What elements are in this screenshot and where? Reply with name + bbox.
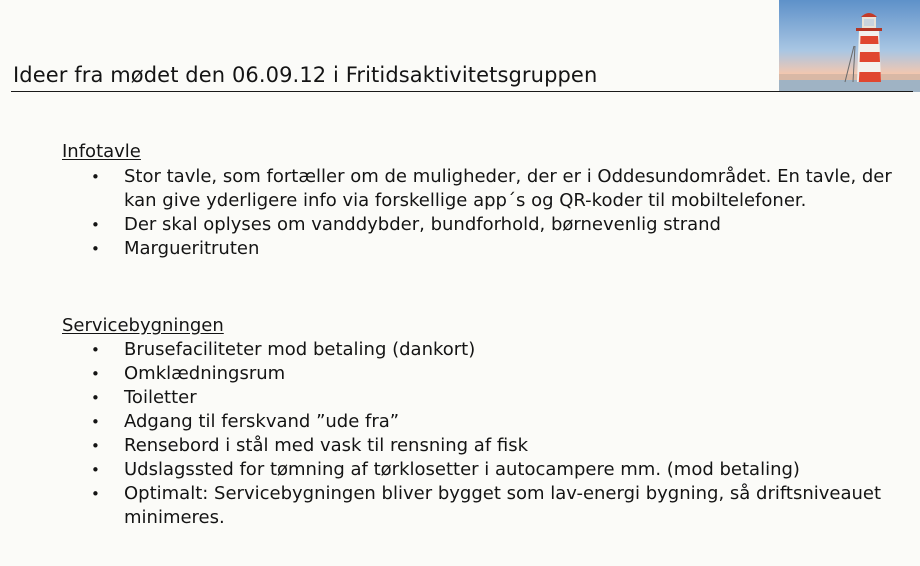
title-divider	[11, 91, 913, 92]
list-item-text: Rensebord i stål med vask til rensning af fisk	[124, 435, 529, 456]
bullet-icon: •	[91, 485, 100, 503]
list-item	[62, 237, 912, 261]
bullet-list	[62, 338, 912, 530]
bullet-icon: •	[91, 389, 100, 407]
bullet-icon: •	[91, 216, 100, 234]
list-item	[62, 434, 912, 458]
list-item	[62, 410, 912, 434]
section-heading: Servicebygningen	[62, 315, 224, 336]
list-item-text: Margueritruten	[124, 238, 260, 259]
list-item	[62, 386, 912, 410]
bullet-icon: •	[91, 365, 100, 383]
bullet-icon: •	[91, 168, 100, 186]
list-item-text: Udslagssted for tømning af tørklosetter i autocampere mm. (mod betaling)	[124, 459, 800, 480]
bullet-icon: •	[91, 437, 100, 455]
list-item-text: Adgang til ferskvand ”ude fra”	[124, 411, 400, 432]
list-item-text: Toiletter	[124, 387, 197, 408]
page-title: Ideer fra mødet den 06.09.12 i Fritidsaktivitetsgruppen	[13, 63, 598, 87]
list-item-text: Der skal oplyses om vanddybder, bundforhold, børnevenlig strand	[124, 214, 721, 235]
list-item	[62, 165, 912, 213]
list-item	[62, 482, 912, 530]
bullet-icon: •	[91, 341, 100, 359]
lighthouse-icon	[779, 0, 920, 92]
list-item	[62, 458, 912, 482]
bullet-icon: •	[91, 413, 100, 431]
bullet-icon: •	[91, 461, 100, 479]
lighthouse-photo	[779, 0, 920, 92]
section-servicebygningen	[62, 314, 912, 530]
list-item	[62, 362, 912, 386]
list-item	[62, 338, 912, 362]
bullet-list	[62, 165, 912, 261]
section-heading: Infotavle	[62, 141, 141, 162]
section-infotavle	[62, 140, 912, 261]
list-item-text: Stor tavle, som fortæller om de muligheder, der er i Oddesundområdet. En tavle, der kan give yderligere info via forskellige app´s og QR-koder til mobiltelefoner.	[124, 166, 892, 211]
bullet-icon: •	[91, 240, 100, 258]
list-item-text: Brusefaciliteter mod betaling (dankort)	[124, 339, 476, 360]
list-item-text: Omklædningsrum	[124, 363, 286, 384]
list-item-text: Optimalt: Servicebygningen bliver bygget som lav-energi bygning, så driftsniveauet minimeres.	[124, 483, 882, 528]
list-item	[62, 213, 912, 237]
